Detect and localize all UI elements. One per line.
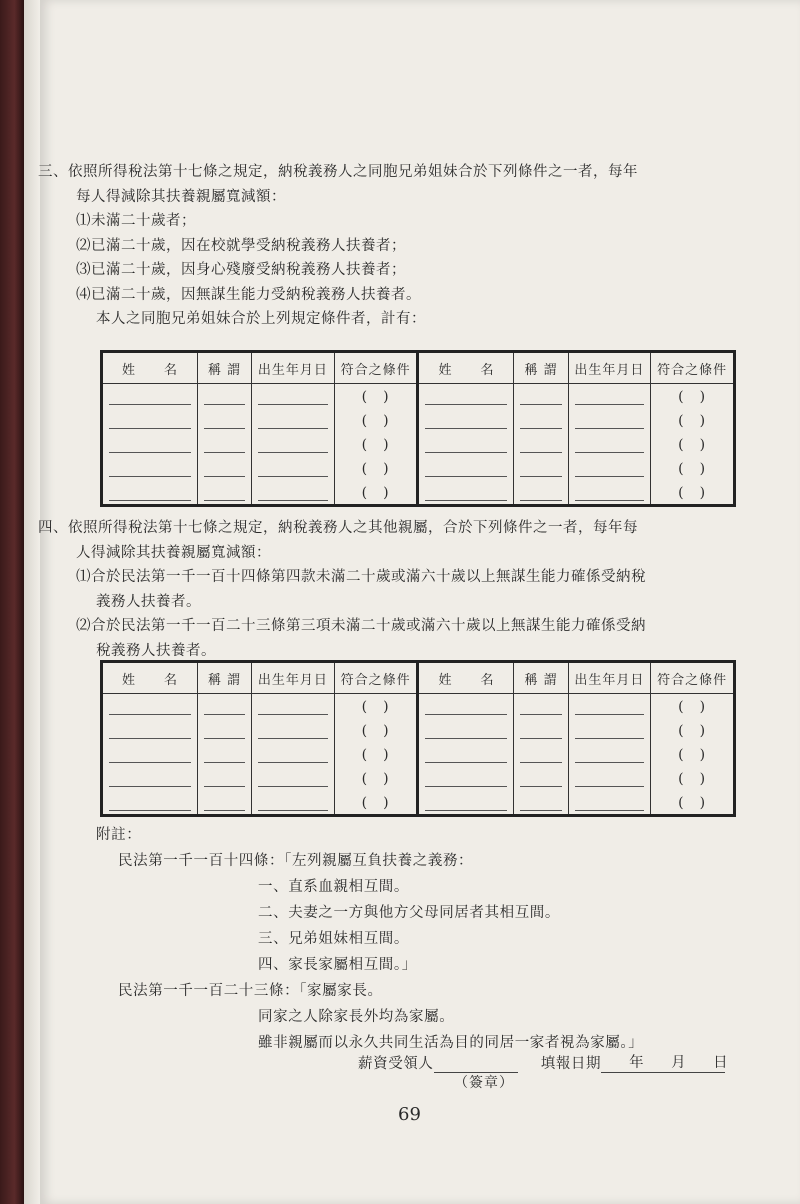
cond-field[interactable]: ( )	[678, 771, 707, 787]
dob-field[interactable]	[568, 384, 651, 409]
table-row	[102, 432, 735, 456]
name-field[interactable]	[418, 718, 514, 742]
section-3-line-1: 三、依照所得稅法第十七條之規定，納稅義務人之同胞兄弟姐妹合於下列條件之一者，每年	[38, 164, 638, 180]
name-field[interactable]	[102, 432, 198, 456]
dob-field[interactable]	[252, 384, 335, 409]
note-1123-line-1: 同家之人除家長外均為家屬。	[258, 1009, 455, 1025]
note-civil-code-1114: 民法第一千一百十四條：「左列親屬互負扶養之義務：	[118, 853, 474, 869]
cond-field[interactable]: ( )	[678, 723, 707, 739]
dob-field[interactable]	[568, 766, 651, 790]
dob-field[interactable]	[568, 742, 651, 766]
cond-field[interactable]: ( )	[678, 413, 707, 429]
title-field[interactable]	[197, 408, 251, 432]
section-3-item-1: ⑴未滿二十歲者；	[76, 213, 196, 229]
year-label: 年	[629, 1055, 645, 1071]
name-field[interactable]	[102, 718, 198, 742]
cond-field[interactable]: ( )	[334, 408, 418, 432]
table-row	[102, 766, 735, 790]
table-row	[102, 408, 735, 432]
note-1123-line-2: 雖非親屬而以永久共同生活為目的同居一家者視為家屬。」	[258, 1035, 644, 1051]
title-field[interactable]	[197, 456, 251, 480]
col-title: 稱 謂	[514, 352, 568, 384]
dob-field[interactable]	[568, 718, 651, 742]
col-dob: 出生年月日	[568, 352, 651, 384]
seal-label: （簽章）	[454, 1075, 514, 1091]
cond-field[interactable]: ( )	[678, 389, 707, 405]
title-field[interactable]	[514, 718, 568, 742]
col-title: 稱 謂	[197, 662, 251, 694]
notes	[96, 822, 644, 1056]
note-1114-item-2: 二、夫妻之一方與他方父母同居者其相互間。	[258, 905, 560, 921]
name-field[interactable]	[418, 432, 514, 456]
name-field[interactable]	[102, 766, 198, 790]
cond-field[interactable]: ( )	[334, 384, 418, 409]
dob-field[interactable]	[252, 480, 335, 506]
cond-field[interactable]: ( )	[678, 795, 707, 811]
note-1114-item-4: 四、家長家屬相互間。」	[258, 957, 417, 973]
col-name: 姓 名	[418, 352, 514, 384]
title-field[interactable]	[514, 790, 568, 816]
cond-field[interactable]: ( )	[334, 790, 418, 816]
section-4	[38, 516, 746, 663]
title-field[interactable]	[514, 456, 568, 480]
section-3-line-2: 每人得減除其扶養親屬寬減額：	[76, 188, 286, 205]
col-name: 姓 名	[102, 352, 198, 384]
cond-field[interactable]: ( )	[334, 742, 418, 766]
date-field[interactable]	[601, 1055, 729, 1073]
name-field[interactable]	[418, 408, 514, 432]
title-field[interactable]	[197, 718, 251, 742]
dob-field[interactable]	[252, 408, 335, 432]
col-name: 姓 名	[102, 662, 198, 694]
dob-field[interactable]	[568, 432, 651, 456]
other-relatives-table	[100, 660, 736, 817]
day-label: 日	[713, 1055, 729, 1071]
title-field[interactable]	[514, 480, 568, 506]
title-field[interactable]	[514, 408, 568, 432]
note-civil-code-1123: 民法第一千一百二十三條：「家屬家長。	[118, 983, 383, 999]
dob-field[interactable]	[568, 480, 651, 506]
title-field[interactable]	[514, 694, 568, 719]
section-3	[38, 160, 746, 332]
name-field[interactable]	[102, 742, 198, 766]
name-field[interactable]	[418, 790, 514, 816]
section-4-item-1-cont: 義務人扶養者。	[96, 593, 201, 610]
siblings-table	[100, 350, 736, 507]
name-field[interactable]	[418, 384, 514, 409]
name-field[interactable]	[102, 790, 198, 816]
col-cond: 符合之條件	[651, 352, 735, 384]
col-dob: 出生年月日	[252, 662, 335, 694]
dob-field[interactable]	[568, 790, 651, 816]
col-cond: 符合之條件	[334, 662, 418, 694]
section-3-item-2: ⑵已滿二十歲，因在校就學受納稅義務人扶養者；	[76, 237, 406, 254]
dob-field[interactable]	[252, 432, 335, 456]
title-field[interactable]	[514, 742, 568, 766]
month-label: 月	[671, 1055, 687, 1071]
section-3-item-3: ⑶已滿二十歲，因身心殘廢受納稅義務人扶養者；	[76, 262, 406, 278]
table-row	[102, 480, 735, 506]
name-field[interactable]	[418, 694, 514, 719]
name-field[interactable]	[102, 694, 198, 719]
dob-field[interactable]	[252, 742, 335, 766]
name-field[interactable]	[102, 456, 198, 480]
section-4-item-2: ⑵合於民法第一千一百二十三條第三項未滿二十歲或滿六十歲以上無謀生能力確係受納	[76, 618, 646, 634]
cond-field[interactable]: ( )	[678, 461, 707, 477]
col-cond: 符合之條件	[334, 352, 418, 384]
dob-field[interactable]	[568, 456, 651, 480]
table-row	[102, 694, 735, 719]
table-row	[102, 456, 735, 480]
table-row	[102, 790, 735, 816]
title-field[interactable]	[514, 432, 568, 456]
cond-field[interactable]: ( )	[678, 747, 707, 763]
dob-field[interactable]	[252, 694, 335, 719]
title-field[interactable]	[197, 694, 251, 719]
col-dob: 出生年月日	[568, 662, 651, 694]
cond-field[interactable]: ( )	[334, 694, 418, 719]
date-label: 填報日期	[540, 1056, 602, 1072]
table-row	[102, 718, 735, 742]
section-4-item-2-cont: 稅義務人扶養者。	[96, 642, 216, 659]
title-field[interactable]	[197, 384, 251, 409]
name-field[interactable]	[102, 408, 198, 432]
cond-field[interactable]: ( )	[678, 437, 707, 453]
table-row	[102, 742, 735, 766]
dob-field[interactable]	[252, 456, 335, 480]
col-name: 姓 名	[418, 662, 514, 694]
cond-field[interactable]: ( )	[334, 456, 418, 480]
name-field[interactable]	[102, 384, 198, 409]
title-field[interactable]	[514, 384, 568, 409]
col-title: 稱 謂	[514, 662, 568, 694]
dob-field[interactable]	[252, 790, 335, 816]
name-field[interactable]	[102, 480, 198, 506]
dob-field[interactable]	[252, 718, 335, 742]
name-field[interactable]	[418, 480, 514, 506]
title-field[interactable]	[514, 766, 568, 790]
name-field[interactable]	[418, 456, 514, 480]
cond-field[interactable]: ( )	[678, 699, 707, 715]
payee-label: 薪資受領人	[358, 1056, 434, 1072]
section-4-line-2: 人得減除其扶養親屬寬減額：	[76, 544, 271, 561]
page-number: 69	[398, 1104, 421, 1125]
title-field[interactable]	[197, 742, 251, 766]
section-4-line-1: 四、依照所得稅法第十七條之規定，納稅義務人之其他親屬，合於下列條件之一者，每年每	[38, 520, 638, 536]
book-spine	[0, 0, 24, 1204]
dob-field[interactable]	[568, 408, 651, 432]
cond-field[interactable]: ( )	[334, 718, 418, 742]
col-title: 稱 謂	[197, 352, 251, 384]
dob-field[interactable]	[568, 694, 651, 719]
title-field[interactable]	[197, 790, 251, 816]
name-field[interactable]	[418, 742, 514, 766]
col-dob: 出生年月日	[252, 352, 335, 384]
note-1114-item-1: 一、直系血親相互間。	[258, 879, 409, 895]
note-1114-item-3: 三、兄弟姐妹相互間。	[258, 931, 409, 947]
dob-field[interactable]	[252, 766, 335, 790]
col-cond: 符合之條件	[651, 662, 735, 694]
cond-field[interactable]: ( )	[334, 432, 418, 456]
table-row	[102, 384, 735, 409]
cond-field[interactable]: ( )	[334, 480, 418, 506]
cond-field[interactable]: ( )	[678, 485, 707, 501]
title-field[interactable]	[197, 480, 251, 506]
title-field[interactable]	[197, 432, 251, 456]
section-3-item-4: ⑷已滿二十歲，因無謀生能力受納稅義務人扶養者。	[76, 286, 421, 303]
title-field[interactable]	[197, 766, 251, 790]
name-field[interactable]	[418, 766, 514, 790]
notes-heading: 附註：	[96, 827, 142, 843]
section-3-summary: 本人之同胞兄弟姐妹合於上列規定條件者，計有：	[96, 311, 426, 327]
section-4-item-1: ⑴合於民法第一千一百十四條第四款未滿二十歲或滿六十歲以上無謀生能力確係受納稅	[76, 569, 646, 585]
cond-field[interactable]: ( )	[334, 766, 418, 790]
payee-signature-field[interactable]	[434, 1056, 518, 1073]
signature-row	[358, 1052, 729, 1073]
